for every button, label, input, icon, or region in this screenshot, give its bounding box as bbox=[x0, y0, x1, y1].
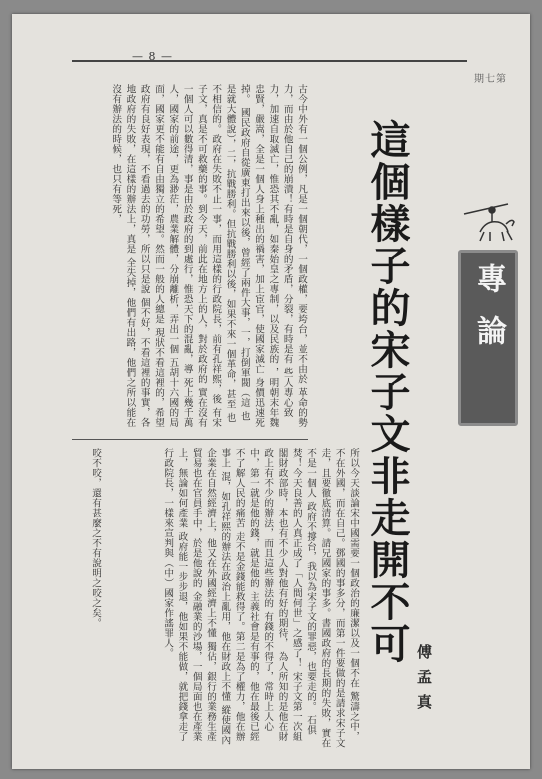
article-author: 傅孟真 bbox=[415, 644, 433, 719]
body-column: 走不是金錢能救得了。第二是為了權力，他在辦事上 bbox=[219, 448, 245, 742]
body-column: 咬不咬，還有甚麼之不有說明之咬之矣。 bbox=[90, 448, 101, 628]
body-column: 也是就大體說），二，抗戰勝利。但抗戰勝利以後，如果不來一個革命，甚至 bbox=[224, 84, 250, 421]
body-column: 混，如孔祥熙的辦法在政治上亂用，他在財政上不懂 bbox=[219, 471, 231, 702]
body-column: 為人所知的是他在財政上有不少的辦法，而且這些辦法的 bbox=[262, 448, 288, 742]
body-column: 縱使國內企業在自然經濟上，他又在外國經濟上不懂 bbox=[205, 448, 231, 745]
body-column: 宋子文第一次組閣財政部時，本也有不少人對他有好的期待， bbox=[276, 448, 302, 742]
knight-rider-illustration bbox=[462, 194, 522, 244]
body-column: ，明朝末年魏忠賢，嚴嵩，全是一個人身上種出的禍害，加上宦官，使國家滅亡 bbox=[253, 84, 279, 428]
body-column: 實在沒有一個人可以數得清，事是由於政府的到處行，惟恐天下的混亂，導 bbox=[181, 84, 207, 428]
body-column: 個不好，不看這裡的事實，各地政府的失敗，在這樣的辦法上，真是 bbox=[124, 84, 150, 428]
article-title: 這個樣子的宋子文非走開不可 bbox=[364, 119, 411, 665]
page-number: — 8 — bbox=[132, 50, 173, 63]
issue-label: 期七第 bbox=[474, 74, 507, 85]
section-badge bbox=[458, 250, 518, 426]
body-column: 主義社會是有事的，他在最後已經不了解人民的痛苦 bbox=[233, 448, 259, 742]
left-lower-body bbox=[82, 448, 102, 748]
body-column: 革命的勢力，而由於他自己的崩潰！有時是自身的矛盾，分裂，有時是有 bbox=[281, 84, 307, 428]
body-column: 金融業的沙場，一個局面也在產業上，無論如何產業 bbox=[176, 448, 202, 742]
body-column: 石俱焚！今天良善的人真正成了「人間何世」之感了！ bbox=[290, 448, 317, 735]
body-column: 死上幾千萬人，國家的前途，更為渺茫，農業解體，分崩離析，弄出一個 bbox=[167, 84, 193, 428]
body-column: 行政院長，一樣來宣判與（中）國家作謠罪人。 bbox=[162, 448, 174, 658]
right-lower-body bbox=[110, 448, 360, 748]
section-badge-label: 專論 bbox=[471, 263, 506, 367]
body-column: 古今中外有一個公例，凡是一個朝代，一個政權，要垮台，並不由於 bbox=[296, 84, 307, 384]
body-column: 現狀不看這裡的，希望政府有良好表現，不看過去的功勞，所以只是說 bbox=[138, 84, 165, 428]
body-column: 政府能一步步退，他如果不能做，就把錢拿走了 bbox=[176, 531, 188, 742]
body-column: 五胡十六國的局面，國家更不能有自由獨立的希望。然而一般的人總是 bbox=[153, 84, 179, 428]
body-column: 有錢的不得了，常時上人心中，第一就是他的錢，就是他的 bbox=[247, 448, 274, 732]
body-column: 所以今天談論宋中國需要一個政治的廉潔以及一個不在 bbox=[348, 448, 359, 688]
body-column: 些人專心致力，加速自取滅亡，惟恐其不亂，如秦始皇之專制，以及民族的 bbox=[267, 84, 293, 418]
body-column: 身價迅速死掉。 bbox=[238, 84, 265, 428]
left-upper-body bbox=[82, 84, 308, 428]
body-column: 政府不撐台，我以為宋子文的罪惡，也要走的。 bbox=[305, 501, 317, 712]
body-column: 走，且要徹底清算。請兄國家的事多。書國政府的長期的失敗，實在不是一個人 bbox=[305, 448, 331, 748]
body-column: 有宋子文，真是不可救藥的事。到今天，前此在地方上的人，對於政府的 bbox=[195, 84, 222, 428]
body-column: 也不相信的。政府在失敗不止一事，而用這樣的行政院長，前有孔祥熙，後 bbox=[210, 84, 236, 423]
body-column: 全失掉，他們有出路，他們之所以能在沒有辦法的時候，也只有等死， bbox=[110, 84, 136, 428]
column-divider bbox=[72, 439, 308, 440]
body-column: 驚濤之中，不在外國，而在自己。鄧國的事多分，而第一件要做的是請求宋子文 bbox=[333, 448, 359, 748]
magazine-page bbox=[12, 14, 530, 769]
body-column: 獨佔，銀行的業務生產貿易也在官員手中，於是他說的 bbox=[190, 448, 217, 742]
body-column: 國民政府自從廣東打出來以後，曾經了兩件大事，一，打倒軍閥（這 bbox=[238, 107, 250, 408]
